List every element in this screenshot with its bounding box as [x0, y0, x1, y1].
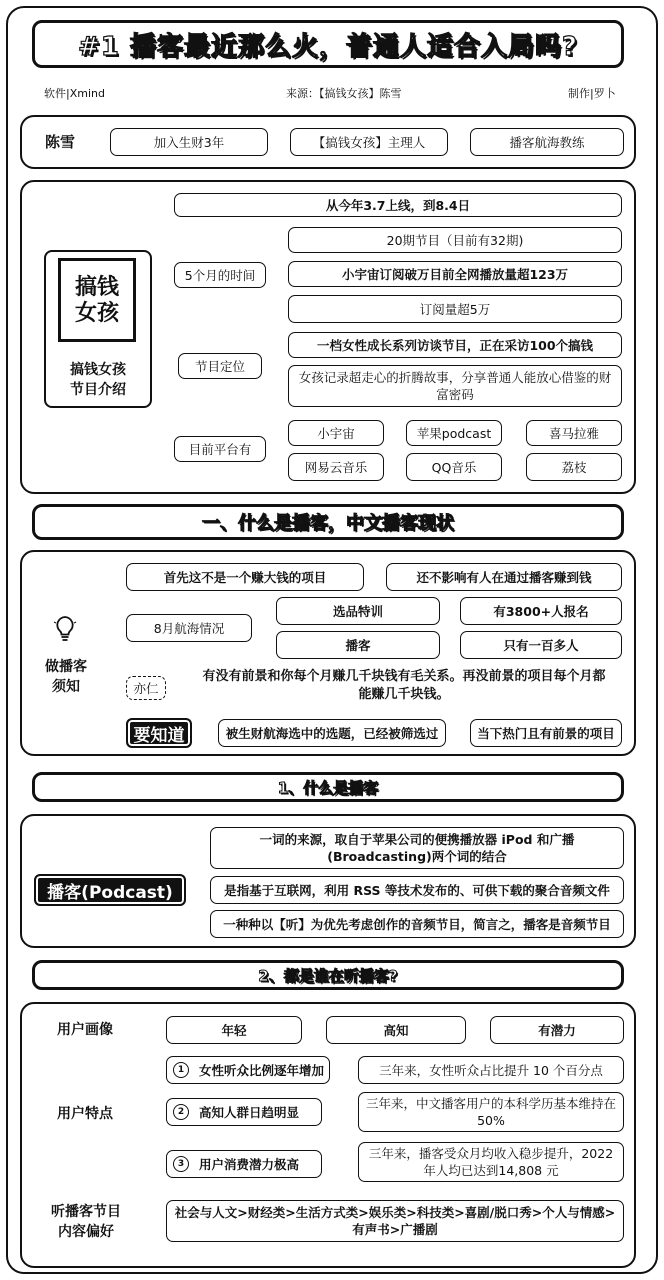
know-item: 被生财航海选中的选题，已经被筛选过: [218, 719, 446, 747]
meta-software: 软件|Xmind: [44, 87, 105, 100]
trait-number: 3: [173, 1156, 189, 1172]
trait-number: 1: [173, 1062, 189, 1078]
traits-label: 用户特点: [57, 1106, 113, 1122]
section3-title-box: [32, 960, 624, 990]
voyage-item: 播客: [276, 631, 440, 659]
trait-item: [166, 1056, 330, 1084]
prefs-label: 听播客节目 内容偏好: [51, 1204, 121, 1240]
profile-tag: 播客航海教练: [470, 128, 624, 156]
podcast-def-item: 一词的来源，取自于苹果公司的便携播放器 iPod 和广播(Broadcasting)两个词的结合: [210, 827, 624, 869]
trait-text: 女性听众比例逐年增加: [199, 1062, 325, 1078]
section1-title: 一、什么是播客，中文播客现状: [202, 513, 454, 534]
trait-detail: 三年来，中文播客用户的本科学历基本维持在50%: [358, 1092, 624, 1132]
yiren-text: 有没有前景和你每个月赚几千块钱有毛关系。再没前景的项目每个月都能赚几千块钱。: [202, 669, 606, 702]
platform-item: 苹果podcast: [406, 420, 502, 446]
section2-title: 1、什么是播客: [277, 778, 379, 797]
podcast-label: 播客(Podcast): [34, 874, 186, 906]
know-item: 当下热门且有前景的项目: [470, 719, 622, 747]
trait-item: [166, 1150, 322, 1178]
intro-position-label: 节目定位: [178, 353, 262, 379]
intro-label: 搞钱女孩 节目介绍: [70, 362, 126, 398]
profile-tag: 【搞钱女孩】主理人: [290, 128, 448, 156]
section1-top-item: 还不影响有人在通过播客赚到钱: [386, 563, 622, 591]
voyage-label: 8月航海情况: [126, 614, 252, 642]
platform-item: 小宇宙: [288, 420, 384, 446]
intro-time-item: 订阅量超5万: [288, 295, 622, 323]
trait-number: 2: [173, 1104, 189, 1120]
know-label: 要知道: [126, 718, 192, 748]
section1-title-box: [32, 504, 624, 540]
trait-detail: 三年来，播客受众月均收入稳步提升，2022年人均已达到14,808 元: [358, 1142, 624, 1182]
lightbulb-icon: [52, 614, 78, 644]
podcast-def-item: 一种种以【听】为优先考虑创作的音频节目，简言之，播客是音频节目: [210, 910, 624, 938]
intro-position-item: 女孩记录超走心的折腾故事，分享普通人能放心借鉴的财富密码: [288, 365, 622, 407]
intro-time-label: 5个月的时间: [174, 262, 266, 288]
platform-item: QQ音乐: [406, 453, 502, 481]
intro-time-item: 从今年3.7上线，到8.4日: [174, 193, 622, 217]
profile-tag: 加入生财3年: [110, 128, 268, 156]
page-title-box: [32, 20, 624, 68]
portrait-item: 高知: [326, 1016, 466, 1044]
intro-logo: [58, 258, 136, 342]
intro-time-item: 小宇宙订阅破万目前全网播放量超123万: [288, 261, 622, 287]
profile-name: 陈雪: [44, 133, 75, 151]
trait-text: 高知人群日趋明显: [199, 1104, 300, 1120]
prefs-text: 社会与人文>财经类>生活方式类>娱乐类>科技类>喜剧/脱口秀>个人与情感>有声书>广播剧: [166, 1200, 624, 1242]
platform-item: 网易云音乐: [288, 453, 384, 481]
voyage-item: 有3800+人报名: [460, 597, 622, 625]
portrait-item: 有潜力: [490, 1016, 624, 1044]
trait-item: [166, 1098, 322, 1126]
podcast-def-item: 是指基于互联网，利用 RSS 等技术发布的、可供下载的聚合音频文件: [210, 876, 624, 904]
voyage-item: 只有一百多人: [460, 631, 622, 659]
meta-source: 来源：【搞钱女孩】陈雪: [286, 87, 402, 100]
platform-item: 荔枝: [526, 453, 622, 481]
voyage-item: 选品特训: [276, 597, 440, 625]
trait-detail: 三年来，女性听众占比提升 10 个百分点: [358, 1056, 624, 1084]
intro-platform-label: 目前平台有: [174, 436, 266, 462]
intro-position-item: 一档女性成长系列访谈节目，正在采访100个搞钱: [288, 332, 622, 358]
meta-maker: 制作|罗卜: [568, 87, 616, 100]
trait-text: 用户消费潜力极高: [199, 1156, 300, 1172]
section1-label: 做播客 须知: [45, 659, 87, 695]
platform-item: 喜马拉雅: [526, 420, 622, 446]
section1-top-item: 首先这不是一个赚大钱的项目: [126, 563, 364, 591]
section2-title-box: [32, 772, 624, 802]
portrait-label: 用户画像: [57, 1022, 113, 1038]
yiren-label: 亦仁: [126, 676, 166, 700]
portrait-item: 年轻: [166, 1016, 302, 1044]
intro-logo-text: 搞钱女孩: [74, 274, 119, 326]
section3-title: 2、都是谁在听播客?: [258, 966, 398, 985]
intro-time-item: 20期节目（目前有32期): [288, 227, 622, 253]
page-title: #1 播客最近那么火，普通人适合入局吗?: [77, 31, 578, 62]
